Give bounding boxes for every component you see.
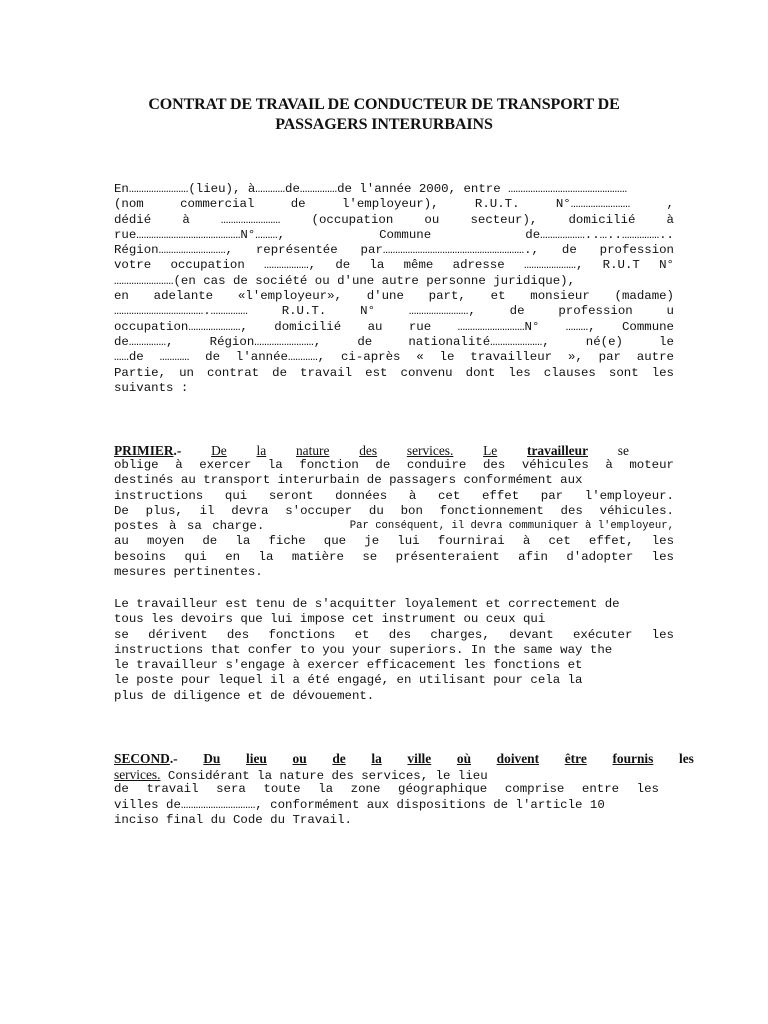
intro-line: (nom commercial de l'employeur), R.U.T. N°…………………… , [114, 197, 674, 212]
body-line: villes de…………………………, conformément aux dispositions de l'article 10 [114, 797, 605, 812]
body-line: Le travailleur est tenu de s'acquitter loyalement et correctement de [114, 597, 620, 611]
intro-paragraph [114, 182, 674, 396]
title-line-2: PASSAGERS INTERURBAINS [275, 116, 493, 133]
primier-heading-word: se [617, 443, 629, 458]
intro-line: ……de ………… de l'année…………, ci-après « le travailleur », par autre [114, 350, 674, 365]
intro-line: Région………………………, représentée par…………………………………………………., de profession [114, 243, 674, 258]
body-line: instructions qui seront données à cet effet par l'employeur. [114, 488, 674, 503]
second-heading-word: la [371, 751, 382, 766]
second-heading-word: doivent [496, 751, 540, 766]
body-line [114, 767, 694, 782]
intro-line: occupation…………………, domicilié au rue ………………………N° ………, Commune [114, 319, 674, 334]
body-line-part: Considérant la nature des services, le lieu [160, 769, 488, 783]
second-heading-word: Du [203, 751, 221, 766]
body-line: tous les devoirs que lui impose cet instrument ou ceux qui [114, 612, 546, 627]
primier-paragraph-1 [114, 458, 674, 580]
primier-heading-word: services. [406, 443, 454, 458]
second-heading-word: les [679, 751, 694, 766]
body-line-underlined: services. [114, 767, 161, 782]
body-line: De plus, il devra s'occuper du bon fonctionnement des véhicules. [114, 503, 674, 518]
primier-heading-word: la [256, 443, 267, 458]
body-line: de travail sera toute la zone géographique comprise entre les [114, 782, 659, 797]
intro-line: rue……………………………………N°………, Commune de………………..…..…………….. [114, 227, 674, 242]
body-line: mesures pertinentes. [114, 565, 263, 580]
intro-line: En……………………(lieu), à…………de……………de l'année 2000, entre ………………………………………… [114, 182, 628, 196]
second-heading-word: lieu [246, 751, 267, 766]
body-line: plus de diligence et de dévouement. [114, 688, 375, 703]
body-line: destinés au transport interurbain de passagers conformément aux [114, 473, 583, 488]
second-heading-word: fournis [612, 751, 654, 766]
body-line: inciso final du Code du Travail. [114, 812, 352, 827]
second-heading-label: SECOND.- [114, 751, 178, 766]
body-line: se dérivent des fonctions et des charges, devant exécuter les [114, 627, 674, 642]
second-heading [114, 751, 694, 767]
intro-line: Partie, un contrat de travail est convenu dont les clauses sont les [114, 365, 674, 380]
primier-heading-word: nature [295, 443, 330, 458]
primier-heading-label: PRIMIER.- [114, 443, 182, 458]
intro-line: ……………………(en cas de société ou d'une autre personne juridique), [114, 273, 576, 288]
intro-line: suivants : [114, 380, 189, 395]
primier-heading-word: des [359, 443, 378, 458]
body-line [114, 519, 674, 534]
primier-paragraph-2 [114, 597, 674, 704]
body-line: instructions that confer to you your superiors. In the same way the [114, 642, 613, 657]
second-heading-word: être [564, 751, 587, 766]
body-line: le travailleur s'engage à exercer efficacement les fonctions et [114, 658, 583, 673]
second-heading-word: où [456, 751, 472, 766]
title-line-1: CONTRAT DE TRAVAIL DE CONDUCTEUR DE TRANSPORT DE [148, 96, 620, 113]
body-line: le poste pour lequel il a été engagé, en utilisant pour cela la [114, 673, 583, 688]
intro-line: dédié à …………………… (occupation ou secteur), domicilié à [114, 212, 674, 227]
primier-heading-word: Le [483, 443, 498, 458]
second-heading-word: ou [292, 751, 307, 766]
intro-line: ……………………………….…………… R.U.T. N° ……………………, de profession u [114, 304, 674, 319]
body-line: au moyen de la fiche que je lui fournirai à cet effet, les [114, 534, 674, 549]
primier-heading-word: De [211, 443, 227, 458]
body-line-part-small: Par conséquent, il devra communiquer à l'employeur, [349, 520, 674, 533]
primier-heading-word: travailleur [527, 443, 589, 458]
intro-line: de……………, Région……………………, de nationalité…………………, né(e) le [114, 334, 674, 349]
intro-line: votre occupation ………………, de la même adresse …………………, R.U.T N° [114, 258, 674, 273]
body-line: oblige à exercer la fonction de conduire des véhicules à moteur [114, 458, 674, 472]
body-line: besoins qui en la matière se présenteraient afin d'adopter les [114, 549, 674, 564]
second-paragraph [114, 767, 694, 828]
intro-line: en adelante «l'employeur», d'une part, et monsieur (madame) [114, 289, 674, 304]
body-line-part: postes à sa charge. [114, 519, 265, 534]
second-heading-word: ville [407, 751, 432, 766]
primier-heading [114, 443, 629, 459]
document-title [100, 95, 668, 135]
second-heading-word: de [332, 751, 346, 766]
